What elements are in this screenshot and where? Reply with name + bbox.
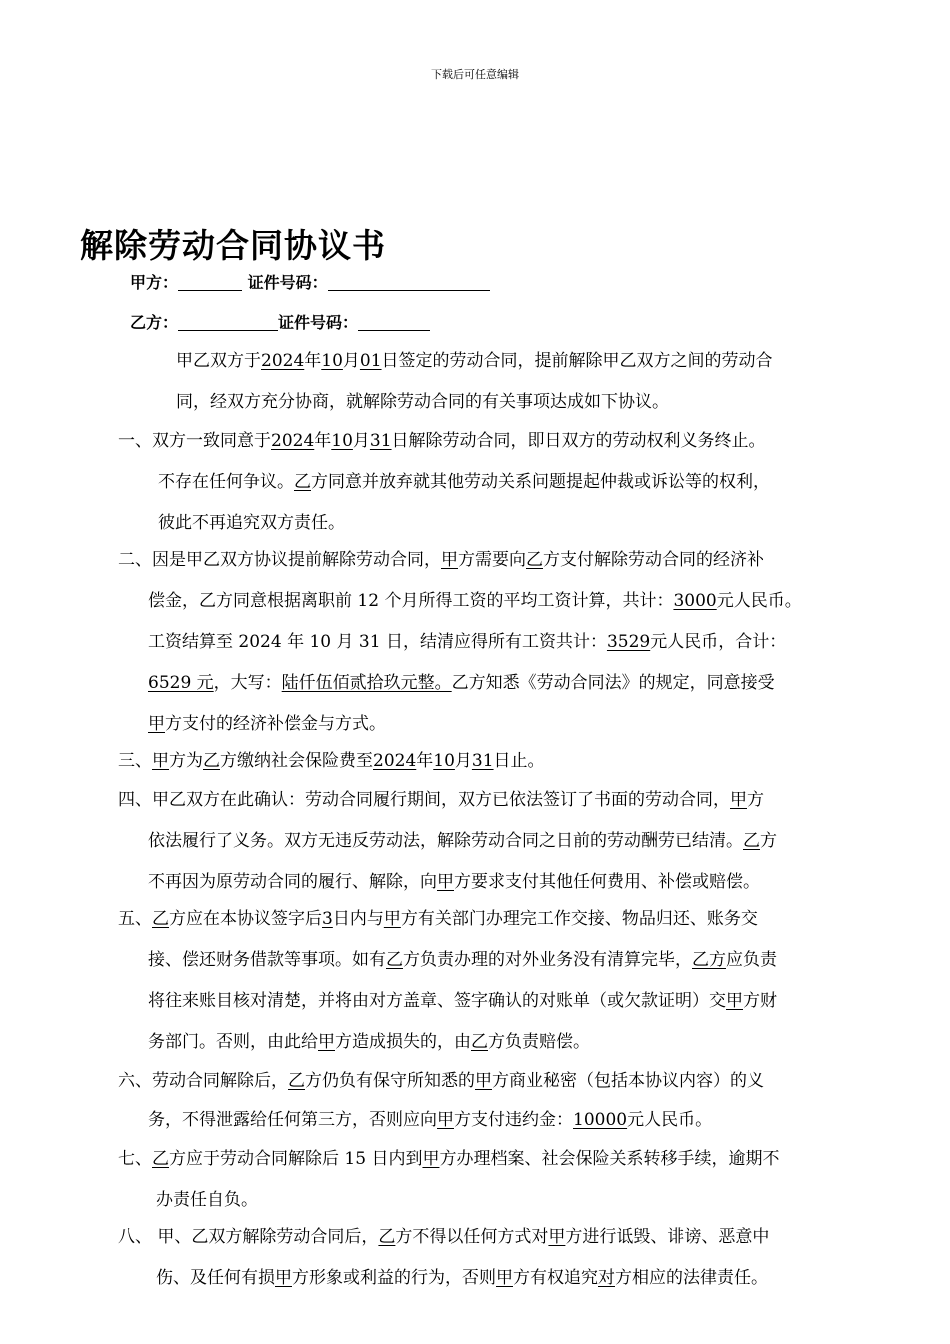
underlined-fill-in: 对 [598,1268,615,1288]
text-segment: 方支付解除劳动合同的经济补 [543,550,764,570]
underlined-fill-in: 2024 [261,351,305,371]
underlined-fill-in: 3529 [606,632,651,652]
underlined-fill-in: 31 [369,431,392,451]
underlined-fill-in: 甲 [148,714,165,734]
text-segment: 七、 [118,1149,152,1169]
clause-4-line-1 [118,785,764,810]
header-note: 下载后可任意编辑 [431,68,519,81]
party-a-name-blank[interactable] [178,274,242,291]
text-segment: 方进行诋毁、诽谤、恶意中 [565,1227,770,1247]
party-a-id-label: 证件号码： [247,273,328,292]
text-segment: 月 [352,431,370,451]
underlined-fill-in: 乙 [378,1227,396,1247]
text-segment: 方负责赔偿。 [488,1032,590,1052]
underlined-fill-in: 乙 [203,751,220,771]
text-segment: 方有权追究 [513,1268,598,1288]
underlined-fill-in: 甲 [437,872,454,892]
underlined-fill-in: 10000 [573,1110,628,1130]
text-segment: 方同意并放弃就其他劳动关系问题提起仲裁或诉讼等的权利， [311,472,770,492]
underlined-fill-in: 2024 [373,751,417,771]
clause-5-line-2 [148,945,777,970]
text-segment: 方商业秘密（包括本协议内容）的义 [492,1071,764,1091]
text-segment: 六、劳动合同解除后， [118,1071,288,1091]
underlined-fill-in: 甲 [437,1110,454,1130]
text-segment: 方支付违约金： [454,1110,573,1130]
text-segment: 方不得以任何方式对 [395,1227,549,1247]
party-a-id-blank[interactable] [328,274,490,291]
clause-3-line-1 [118,746,545,771]
text-segment: 四、甲乙双方在此确认：劳动合同履行期间，双方已依法签订了书面的劳动合同， [118,790,730,810]
underlined-fill-in: 2024 [271,431,315,451]
party-b-id-blank[interactable] [358,314,430,331]
underlined-fill-in: 6529 元 [148,673,214,693]
underlined-fill-in: 3000 [673,591,717,611]
text-segment: 方支付的经济补偿金与方式。 [165,714,386,734]
underlined-fill-in: 甲 [726,991,743,1011]
text-segment: 年 [304,351,322,371]
text-segment: 五、 [118,909,152,929]
clause-1-line-1 [118,426,766,451]
underlined-fill-in: 01 [359,351,382,371]
clause-8-line-2 [156,1263,768,1288]
clause-6-line-2 [148,1105,712,1130]
text-segment: 方有关部门办理完工作交接、物品归还、账务交 [400,909,758,929]
clause-4-line-3 [148,867,760,892]
text-segment: 二、因是甲乙双方协议提前解除劳动合同， [118,550,441,570]
underlined-fill-in: 10 [331,431,353,451]
text-segment: 方办理档案、社会保险关系转移手续，逾期不 [439,1149,780,1169]
text-segment: 方造成损失的，由 [335,1032,471,1052]
text-segment: 三、 [118,751,152,771]
text-segment: 不存在任何争议。 [158,472,294,492]
text-segment: 务，不得泄露给任何第三方，否则应向 [148,1110,437,1130]
underlined-fill-in: 10 [433,751,455,771]
text-segment: 日内与 [332,909,384,929]
text-segment: 八、 甲、乙双方解除劳动合同后， [118,1227,379,1247]
clause-7-line-2: 办责任自负。 [156,1190,258,1210]
text-segment: 方应在本协议签字后 [169,909,322,929]
text-segment: 元人民币。 [716,591,802,611]
clause-4-line-2 [148,826,777,851]
underlined-fill-in: 31 [471,751,494,771]
text-segment: ，大写： [213,673,282,693]
text-segment: 方形象或利益的行为，否则 [292,1268,496,1288]
text-segment: 一、双方一致同意于 [118,431,271,451]
text-segment: 伤、及任何有损 [156,1268,275,1288]
text-segment: 将往来账目核对清楚，并将由对方盖章、签字确认的对账单（或欠款证明）交 [148,991,726,1011]
clause-5-line-4 [148,1027,590,1052]
underlined-fill-in: 乙 [152,909,169,929]
underlined-fill-in: 10 [321,351,343,371]
party-b-line [130,310,430,333]
text-segment: 工资结算至 2024 年 10 月 31 日，结清应得所有工资共计： [148,632,607,652]
party-b-id-label: 证件号码： [278,313,359,332]
clause-8-line-1 [118,1222,769,1247]
underlined-fill-in: 乙 [526,550,543,570]
text-segment: 方 [760,831,777,851]
intro-line-1 [176,346,773,371]
text-segment: 方需要向 [458,550,526,570]
party-a-label: 甲方： [130,273,179,292]
underlined-fill-in: 甲 [730,790,747,810]
underlined-fill-in: 乙 [294,472,311,492]
text-segment: 依法履行了义务。双方无违反劳动法，解除劳动合同之日前的劳动酬劳已结清。 [148,831,743,851]
clause-1-line-2 [158,467,770,492]
text-segment: 接、偿还财务借款等事项。如有 [148,950,386,970]
text-segment: 方负责办理的对外业务没有清算完毕， [403,950,692,970]
text-segment: 乙方知悉《劳动合同法》的规定，同意接受 [451,673,775,693]
clause-2-line-1 [118,545,764,570]
party-b-name-blank[interactable] [178,314,278,331]
text-segment: 月 [342,351,360,371]
clause-2-line-3 [148,627,786,652]
underlined-fill-in: 乙 [288,1071,305,1091]
clause-5-line-1 [118,904,758,929]
underlined-fill-in: 甲 [152,751,169,771]
clause-2-line-2 [148,586,802,611]
party-b-label: 乙方： [130,313,179,332]
underlined-fill-in: 乙 [743,831,760,851]
underlined-fill-in: 甲 [475,1071,492,1091]
underlined-fill-in: 甲 [422,1149,440,1169]
underlined-fill-in: 甲 [383,909,401,929]
text-segment: 方要求支付其他任何费用、补偿或赔偿。 [454,872,760,892]
party-a-line [130,270,490,293]
underlined-fill-in: 甲 [496,1268,513,1288]
text-segment: 方财 [743,991,777,1011]
text-segment: 甲乙双方于 [176,351,261,371]
text-segment: 元人民币。 [627,1110,713,1130]
text-segment: 月 [454,751,472,771]
clause-2-line-5 [148,709,386,734]
underlined-fill-in: 甲 [318,1032,335,1052]
text-segment: 元人民币，合计： [650,632,787,652]
underlined-fill-in: 甲 [441,550,458,570]
text-segment: 方相应的法律责任。 [615,1268,768,1288]
clause-2-line-4 [148,668,775,693]
text-segment: 偿金，乙方同意根据离职前 12 个月所得工资的平均工资计算，共计： [148,591,674,611]
clause-1-line-3: 彼此不再追究双方责任。 [158,513,345,533]
text-segment: 方仍负有保守所知悉的 [305,1071,475,1091]
text-segment: 日签定的劳动合同，提前解除甲乙双方之间的劳动合 [381,351,773,371]
underlined-fill-in: 乙 [386,950,403,970]
text-segment: 方应于劳动合同解除后 15 日内到 [169,1149,423,1169]
text-segment: 方 [747,790,764,810]
text-segment: 年 [416,751,434,771]
underlined-fill-in: 乙 [471,1032,488,1052]
document-title: 解除劳动合同协议书 [80,226,386,265]
underlined-fill-in: 乙 [152,1149,169,1169]
clause-7-line-1 [118,1144,779,1169]
text-segment: 方为 [169,751,203,771]
text-segment: 方缴纳社会保险费至 [220,751,373,771]
underlined-fill-in: 3 [322,909,333,929]
text-segment: 年 [314,431,332,451]
intro-line-2: 同，经双方充分协商，就解除劳动合同的有关事项达成如下协议。 [176,392,669,412]
underlined-fill-in: 甲 [548,1227,566,1247]
text-segment: 不再因为原劳动合同的履行、解除，向 [148,872,437,892]
text-segment: 日解除劳动合同，即日双方的劳动权利义务终止。 [391,431,766,451]
clause-5-line-3 [148,986,777,1011]
underlined-fill-in: 甲 [275,1268,292,1288]
underlined-fill-in: 乙方 [692,950,726,970]
underlined-fill-in: 陆仟伍佰贰拾玖元整。 [281,673,452,693]
text-segment: 日止。 [493,751,545,771]
text-segment: 务部门。否则，由此给 [148,1032,318,1052]
text-segment: 应负责 [726,950,777,970]
clause-6-line-1 [118,1066,764,1091]
